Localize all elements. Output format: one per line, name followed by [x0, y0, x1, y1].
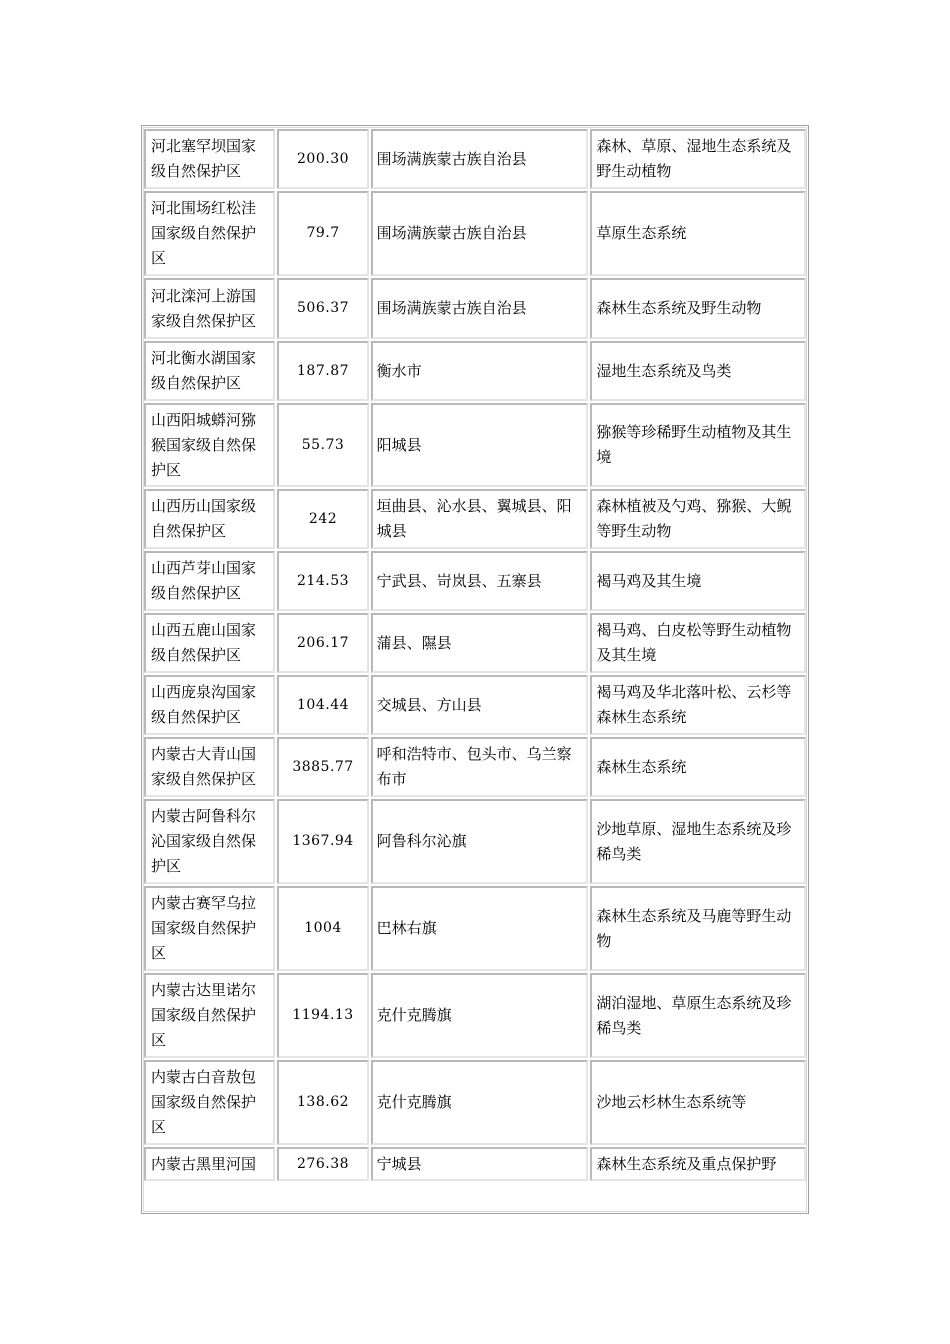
table-row — [144, 129, 806, 189]
area-cell: 187.87 — [277, 341, 368, 401]
location-cell: 围场满族蒙古族自治县 — [371, 278, 589, 339]
location-cell: 垣曲县、沁水县、翼城县、阳城县 — [371, 489, 589, 549]
reserves-table-frame — [141, 125, 809, 1214]
table-row — [144, 1060, 806, 1145]
reserve-name-cell: 河北滦河上游国家级自然保护区 — [144, 278, 275, 339]
table-row — [144, 799, 806, 884]
protection-type-cell: 森林生态系统及重点保护野 — [590, 1147, 806, 1181]
reserve-name-cell: 内蒙古达里诺尔国家级自然保护区 — [144, 973, 275, 1058]
protection-type-cell: 森林生态系统及马鹿等野生动物 — [590, 886, 806, 971]
table-row — [144, 278, 806, 339]
area-cell: 1367.94 — [277, 799, 368, 884]
location-cell: 阳城县 — [371, 403, 589, 487]
reserve-name-cell: 河北围场红松洼国家级自然保护区 — [144, 191, 275, 276]
protection-type-cell: 草原生态系统 — [590, 191, 806, 276]
reserve-name-cell: 河北衡水湖国家级自然保护区 — [144, 341, 275, 401]
reserve-name-cell: 山西阳城蟒河猕猴国家级自然保护区 — [144, 403, 275, 487]
table-row — [144, 973, 806, 1058]
location-cell: 交城县、方山县 — [371, 675, 589, 735]
location-cell: 围场满族蒙古族自治县 — [371, 129, 589, 189]
reserve-name-cell: 内蒙古黑里河国 — [144, 1147, 275, 1181]
area-cell: 200.30 — [277, 129, 368, 189]
protection-type-cell: 森林生态系统 — [590, 737, 806, 797]
reserve-name-cell: 山西五鹿山国家级自然保护区 — [144, 613, 275, 673]
protection-type-cell: 褐马鸡、白皮松等野生动植物及其生境 — [590, 613, 806, 673]
location-cell: 围场满族蒙古族自治县 — [371, 191, 589, 276]
location-cell: 蒲县、隰县 — [371, 613, 589, 673]
location-cell: 克什克腾旗 — [371, 973, 589, 1058]
protection-type-cell: 森林、草原、湿地生态系统及野生动植物 — [590, 129, 806, 189]
area-cell: 506.37 — [277, 278, 368, 339]
protection-type-cell: 沙地草原、湿地生态系统及珍稀鸟类 — [590, 799, 806, 884]
reserves-table — [142, 127, 808, 1183]
table-row — [144, 551, 806, 611]
protection-type-cell: 森林生态系统及野生动物 — [590, 278, 806, 339]
protection-type-cell: 湿地生态系统及鸟类 — [590, 341, 806, 401]
area-cell: 104.44 — [277, 675, 368, 735]
protection-type-cell: 森林植被及勺鸡、猕猴、大鲵等野生动物 — [590, 489, 806, 549]
table-row — [144, 489, 806, 549]
table-row — [144, 403, 806, 487]
area-cell: 1004 — [277, 886, 368, 971]
reserve-name-cell: 内蒙古赛罕乌拉国家级自然保护区 — [144, 886, 275, 971]
area-cell: 79.7 — [277, 191, 368, 276]
area-cell: 1194.13 — [277, 973, 368, 1058]
table-row — [144, 341, 806, 401]
area-cell: 214.53 — [277, 551, 368, 611]
location-cell: 呼和浩特市、包头市、乌兰察布市 — [371, 737, 589, 797]
area-cell: 138.62 — [277, 1060, 368, 1145]
reserve-name-cell: 山西芦芽山国家级自然保护区 — [144, 551, 275, 611]
reserve-name-cell: 河北塞罕坝国家级自然保护区 — [144, 129, 275, 189]
table-row — [144, 613, 806, 673]
table-row — [144, 737, 806, 797]
table-row — [144, 675, 806, 735]
table-row — [144, 191, 806, 276]
reserve-name-cell: 内蒙古阿鲁科尔沁国家级自然保护区 — [144, 799, 275, 884]
reserve-name-cell: 山西庞泉沟国家级自然保护区 — [144, 675, 275, 735]
area-cell: 276.38 — [277, 1147, 368, 1181]
location-cell: 巴林右旗 — [371, 886, 589, 971]
protection-type-cell: 沙地云杉林生态系统等 — [590, 1060, 806, 1145]
location-cell: 阿鲁科尔沁旗 — [371, 799, 589, 884]
reserve-name-cell: 山西历山国家级自然保护区 — [144, 489, 275, 549]
protection-type-cell: 猕猴等珍稀野生动植物及其生境 — [590, 403, 806, 487]
area-cell: 3885.77 — [277, 737, 368, 797]
location-cell: 克什克腾旗 — [371, 1060, 589, 1145]
reserve-name-cell: 内蒙古大青山国家级自然保护区 — [144, 737, 275, 797]
area-cell: 55.73 — [277, 403, 368, 487]
location-cell: 宁城县 — [371, 1147, 589, 1181]
protection-type-cell: 褐马鸡及其生境 — [590, 551, 806, 611]
area-cell: 242 — [277, 489, 368, 549]
reserve-name-cell: 内蒙古白音敖包国家级自然保护区 — [144, 1060, 275, 1145]
location-cell: 衡水市 — [371, 341, 589, 401]
reserves-table-body — [144, 129, 806, 1181]
table-row — [144, 1147, 806, 1181]
area-cell: 206.17 — [277, 613, 368, 673]
table-row — [144, 886, 806, 971]
protection-type-cell: 褐马鸡及华北落叶松、云杉等森林生态系统 — [590, 675, 806, 735]
protection-type-cell: 湖泊湿地、草原生态系统及珍稀鸟类 — [590, 973, 806, 1058]
location-cell: 宁武县、岢岚县、五寨县 — [371, 551, 589, 611]
